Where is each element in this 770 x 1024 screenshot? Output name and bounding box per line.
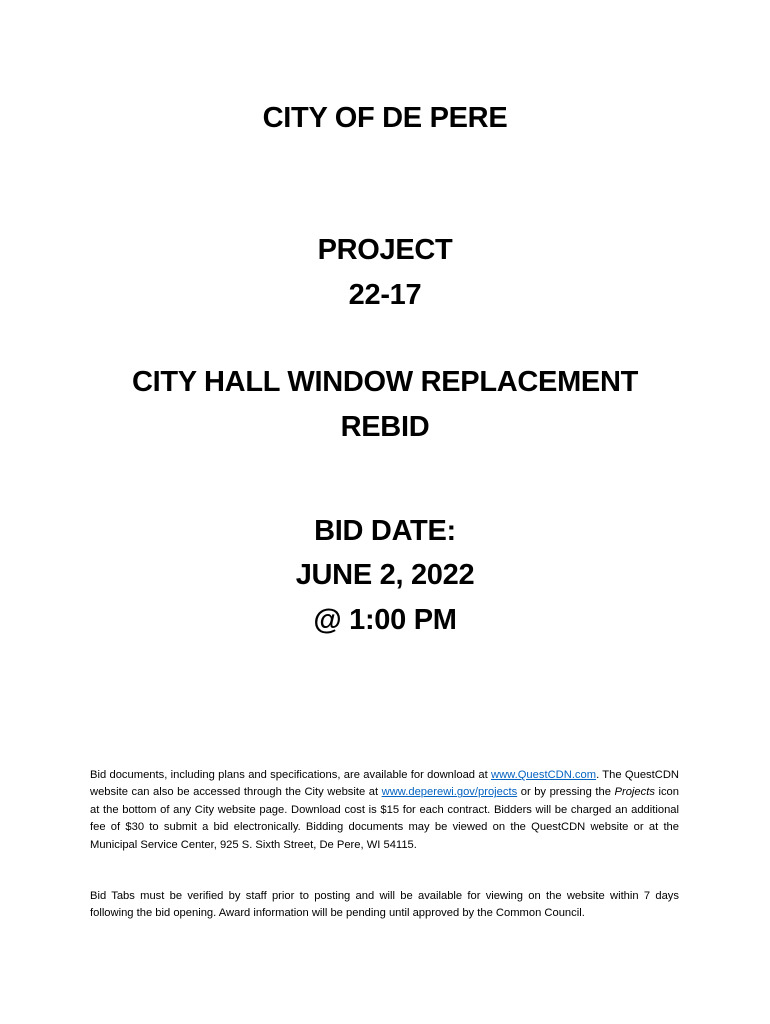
city-name-heading: CITY OF DE PERE [262,102,508,134]
bid-tabs-paragraph: Bid Tabs must be verified by staff prior to posting and will be available for viewing on the website within 7 days following the bid opening. Award information will be pending until approved by the Common Council. [90,890,679,920]
bid-documents-paragraph [90,767,679,854]
project-label-heading: PROJECT [317,234,453,266]
project-number-heading: 22-17 [348,279,422,311]
rebid-heading: REBID [340,411,430,443]
paragraph-text: Bid documents, including plans and specifications, are available for download at [90,769,491,781]
questcdn-link[interactable]: www.QuestCDN.com [491,769,597,781]
bid-date-label-heading: BID DATE: [314,515,456,547]
projects-icon-reference: Projects [614,786,655,799]
project-title-heading: CITY HALL WINDOW REPLACEMENT [131,366,639,398]
paragraph-text: . The QuestCDN website can also be accessed through the City website at [90,769,679,799]
paragraph-text: or by pressing the [517,786,615,799]
bid-time-heading: @ 1:00 PM [313,604,457,636]
city-projects-link[interactable]: www.deperewi.gov/projects [381,786,518,799]
paragraph-text: icon at the bottom of any City website page. Download cost is $15 for each contract. Bidders will be charged an additional fee of $30 to submit a bid electronically. Bidding documents may be viewed on the QuestCDN website or at the Municipal Service Center, 925 S. Sixth Street, De Pere, WI 54115. [90,786,679,851]
bid-date-heading: JUNE 2, 2022 [295,559,475,591]
